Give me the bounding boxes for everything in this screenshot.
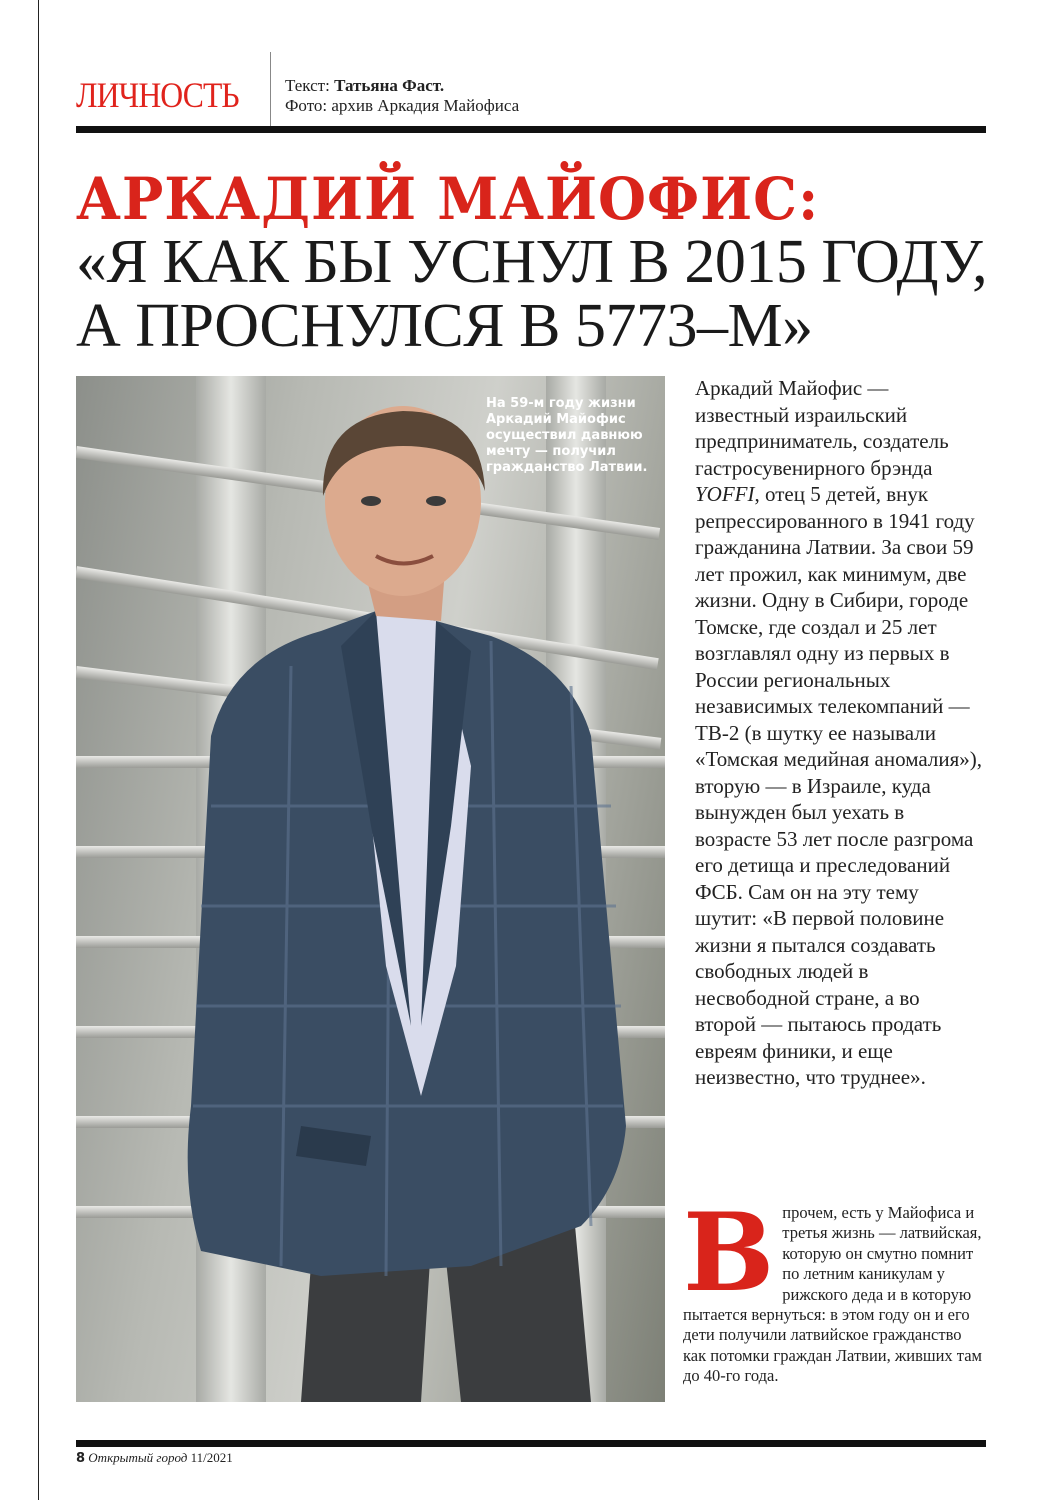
article-paragraph (683, 1190, 983, 1387)
person-figure (171, 406, 641, 1402)
page-header (76, 52, 986, 126)
top-rule (76, 126, 986, 133)
credit-text-label: Текст: (285, 76, 330, 95)
credits (285, 76, 519, 116)
paragraph-text: прочем, есть у Майофиса и третья жизнь — латвийская, которую он смутно помнит по летним каникулам у рижского деда и в которую пытается вернуться: в этом году он и его дети получили латвийское гражданство как потомки граждан Латвии, живших там до 40-го года. (683, 1203, 982, 1386)
article-lead (695, 375, 985, 1091)
lead-text-start: Аркадий Майофис — известный израильский предприниматель, создатель гастросувенирного брэнда (695, 376, 949, 480)
title-quote-line2: А ПРОСНУЛСЯ В 5773–М» (76, 292, 813, 360)
issue-number: 11/2021 (190, 1450, 233, 1465)
magazine-name: Открытый город (88, 1450, 188, 1465)
portrait-photo (76, 376, 665, 1402)
credit-photo-line: Фото: архив Аркадия Майофиса (285, 96, 520, 115)
page-footer (76, 1450, 233, 1466)
brand-name: YOFFI (695, 482, 755, 506)
lead-paragraph (695, 375, 985, 1091)
page-edge-rule (38, 0, 39, 1500)
photo-caption: На 59-м году жизни Аркадий Майофис осуществил давнюю мечту — получил гражданство Латвии. (486, 396, 648, 475)
section-label: ЛИЧНОСТЬ (76, 75, 239, 115)
title-quote-line1: «Я КАК БЫ УСНУЛ В 2015 ГОДУ, (76, 228, 988, 296)
bottom-rule (76, 1440, 986, 1447)
header-divider (270, 52, 271, 126)
credit-text-line (285, 76, 519, 96)
drop-cap: В (683, 1190, 775, 1316)
page-number: 8 (76, 1451, 86, 1466)
credit-text-author: Татьяна Фаст. (334, 76, 445, 95)
lead-text-end: , отец 5 детей, внук репрессированного в 1941 году гражданина Латвии. За свои 59 лет прожил, как минимум, две жизни. Одну в Сибири, городе Томске, где создал и 25 лет возглавлял одну из первых в России региональных независимых телекомпаний — ТВ-2 (в шутку ее называли «Томская медийная аномалия»), вторую — в Израиле, куда вынужден был уехать в возрасте 53 лет после разгрома его детища и преследований ФСБ. Сам он на эту тему шутит: «В первой половине жизни я пытался создавать свободных людей в несвободной стране, а во второй — пытаюсь продать евреям финики, и еще неизвестно, что труднее». (695, 482, 982, 1089)
article-title (76, 165, 988, 360)
title-name: АРКАДИЙ МАЙОФИС: (76, 165, 820, 233)
